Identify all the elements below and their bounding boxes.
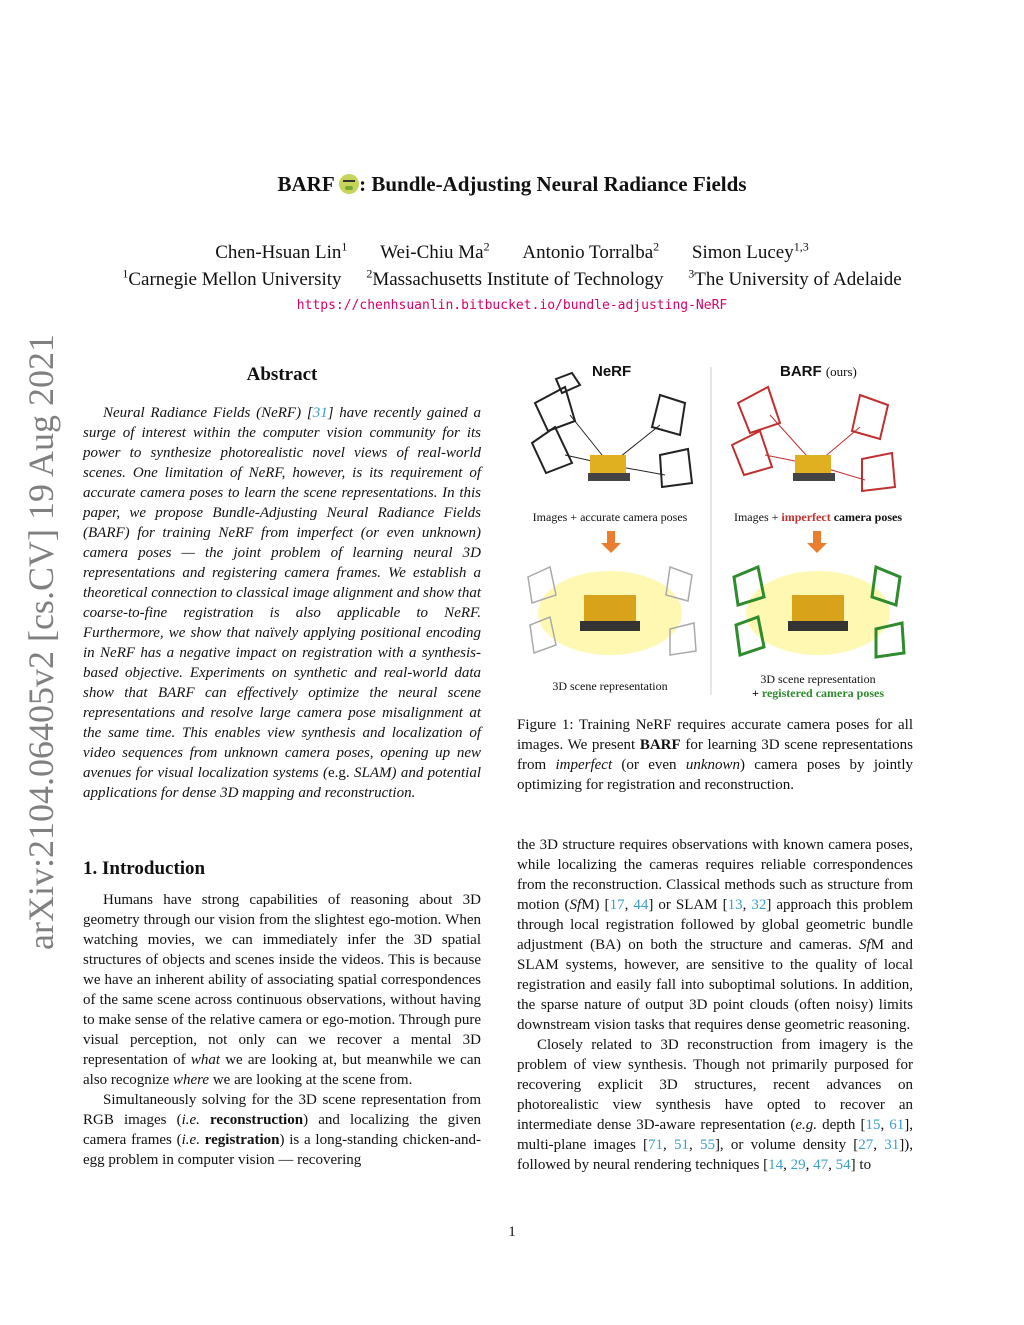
barf-output-label: 3D scene representation bbox=[760, 672, 876, 686]
affiliation: $^2$Massachusetts Institute of Technology bbox=[366, 267, 664, 291]
citation-link[interactable]: 31 bbox=[312, 405, 328, 421]
nauseated-face-icon bbox=[339, 174, 359, 194]
paragraph: Closely related to 3D reconstruction from imagery is the problem of view synthesis. Though not primarily purposed for recovering explicit 3D structures, recent advances on photorealistic view synthesis have opted to recover an intermediate dense 3D-aware representation (e.g. depth [15, 61], multi-plane images [71, 51, 55], or volume density [27, 31]), followed by neural rendering techniques [14, 29, 47, 54] to bbox=[517, 1037, 913, 1173]
citation-link[interactable]: 47 bbox=[813, 1157, 829, 1173]
citation-link[interactable]: 55 bbox=[699, 1137, 715, 1153]
citation-link[interactable]: 14 bbox=[768, 1157, 784, 1173]
affiliation-list bbox=[0, 267, 1024, 291]
citation-link[interactable]: 17 bbox=[609, 897, 625, 913]
citation-link[interactable]: 27 bbox=[858, 1137, 874, 1153]
abstract-text: Neural Radiance Fields (NeRF) [31] have recently gained a surge of interest within the computer vision community for its power to synthesize photorealistic novel views of real-world scenes. One limitation of NeRF, however, is its requirement of accurate camera poses to learn the scene representations. In this paper, we propose Bundle-Adjusting Neural Radiance Fields (BARF) for training NeRF from imperfect (or even unknown) camera poses — the joint problem of learning neural 3D representations and registering camera frames. We establish a theoretical connection to classical image alignment and show that coarse-to-fine registration is also applicable to NeRF. Furthermore, we show that naïvely applying positional encoding in NeRF has a negative impact on registration with a synthesis-based objective. Experiments on synthetic and real-world data show that BARF can effectively optimize the neural scene representations and resolve large camera pose misalignment at the same time. This enables view synthesis and localization of video sequences from unknown camera poses, opening up new avenues for visual localization systems (e.g. SLAM) and potential applications for dense 3D mapping and reconstruction. bbox=[83, 405, 481, 801]
author: Antonio Torralba$^2$ bbox=[522, 240, 660, 264]
citation-link[interactable]: 32 bbox=[751, 897, 767, 913]
figure-caption: Figure 1: Training NeRF requires accurate camera poses for all images. We present BARF for learning 3D scene representations from imperfect (or even unknown) camera poses by jointly optimizing for registration and reconstruction. bbox=[517, 717, 913, 793]
section-heading: 1. Introduction bbox=[83, 858, 206, 879]
citation-link[interactable]: 15 bbox=[865, 1117, 881, 1133]
author: Simon Lucey$^{1,3}$ bbox=[691, 240, 809, 264]
affiliation: $^1$Carnegie Mellon University bbox=[122, 267, 342, 291]
barf-bulldozer bbox=[793, 455, 835, 481]
citation-link[interactable]: 71 bbox=[648, 1137, 664, 1153]
down-arrow-right bbox=[807, 531, 827, 553]
citation-link[interactable]: 61 bbox=[889, 1117, 905, 1133]
intro-text bbox=[83, 890, 481, 1170]
nerf-bulldozer bbox=[588, 455, 630, 481]
title-prefix: BARF bbox=[277, 172, 334, 196]
author: Wei-Chiu Ma$^2$ bbox=[380, 240, 490, 264]
affiliation: $^3$The University of Adelaide bbox=[688, 267, 902, 291]
citation-link[interactable]: 51 bbox=[673, 1137, 689, 1153]
page-number: 1 bbox=[508, 1224, 516, 1240]
citation-link[interactable]: 31 bbox=[884, 1137, 900, 1153]
nerf-output-label: 3D scene representation bbox=[552, 679, 668, 693]
citation-link[interactable]: 54 bbox=[835, 1157, 851, 1173]
barf-input-label: Images + imperfect camera poses bbox=[733, 510, 903, 524]
nerf-scene-render bbox=[528, 567, 696, 655]
title-suffix: : Bundle-Adjusting Neural Radiance Fields bbox=[359, 172, 747, 196]
paragraph: Simultaneously solving for the 3D scene representation from RGB images (i.e. reconstruction) and localizing the given camera frames (i.e. registration) is a long-standing chicken-and-egg problem in computer vision — recovering bbox=[83, 1092, 482, 1168]
abstract-heading: Abstract bbox=[246, 364, 318, 385]
right-column-text bbox=[517, 835, 913, 1175]
citation-link[interactable]: 44 bbox=[633, 897, 649, 913]
barf-heading: BARF (ours) bbox=[780, 363, 857, 380]
paper-title bbox=[0, 172, 1024, 197]
figure-illustration bbox=[510, 355, 920, 705]
nerf-heading: NeRF bbox=[592, 363, 632, 380]
barf-scene-render bbox=[734, 567, 904, 657]
barf-output-label-2: + registered camera poses bbox=[751, 686, 885, 700]
citation-link[interactable]: 13 bbox=[727, 897, 743, 913]
citation-link[interactable]: 29 bbox=[790, 1157, 806, 1173]
arxiv-stamp: arXiv:2104.06405v2 [cs.CV] 19 Aug 2021 bbox=[21, 334, 61, 950]
figure-1 bbox=[510, 355, 920, 705]
author: Chen-Hsuan Lin$^1$ bbox=[215, 240, 348, 264]
author-list bbox=[0, 240, 1024, 264]
project-url-link[interactable]: https://chenhsuanlin.bitbucket.io/bundle-adjusting-NeRF bbox=[296, 298, 728, 313]
paragraph: Humans have strong capabilities of reasoning about 3D geometry through our vision from the slightest ego-motion. When watching movies, we can immediately infer the 3D spatial structures of objects and scenes inside the videos. This is because we have an inherent ability of associating spatial correspondences of the same scene across continuous observations, without having to make sense of the relative camera or ego-motion. Through pure visual perception, not only can we recover a mental 3D representation of what we are looking at, but meanwhile we can also recognize where we are looking at the scene from. bbox=[83, 892, 481, 1088]
paragraph: the 3D structure requires observations with known camera poses, while localizing the cameras requires reliable correspondences from the reconstruction. Classical methods such as structure from motion (SfM) [17, 44] or SLAM [13, 32] approach this problem through local registration followed by global geometric bundle adjustment (BA) on both the structure and cameras. SfM and SLAM systems, however, are sensitive to the quality of local registration and easily fall into suboptimal solutions. In addition, the sparse nature of output 3D point clouds (often noisy) limits downstream vision tasks that requires dense geometric reasoning. bbox=[517, 837, 914, 1033]
nerf-input-label: Images + accurate camera poses bbox=[532, 510, 688, 524]
down-arrow-left bbox=[601, 531, 621, 553]
